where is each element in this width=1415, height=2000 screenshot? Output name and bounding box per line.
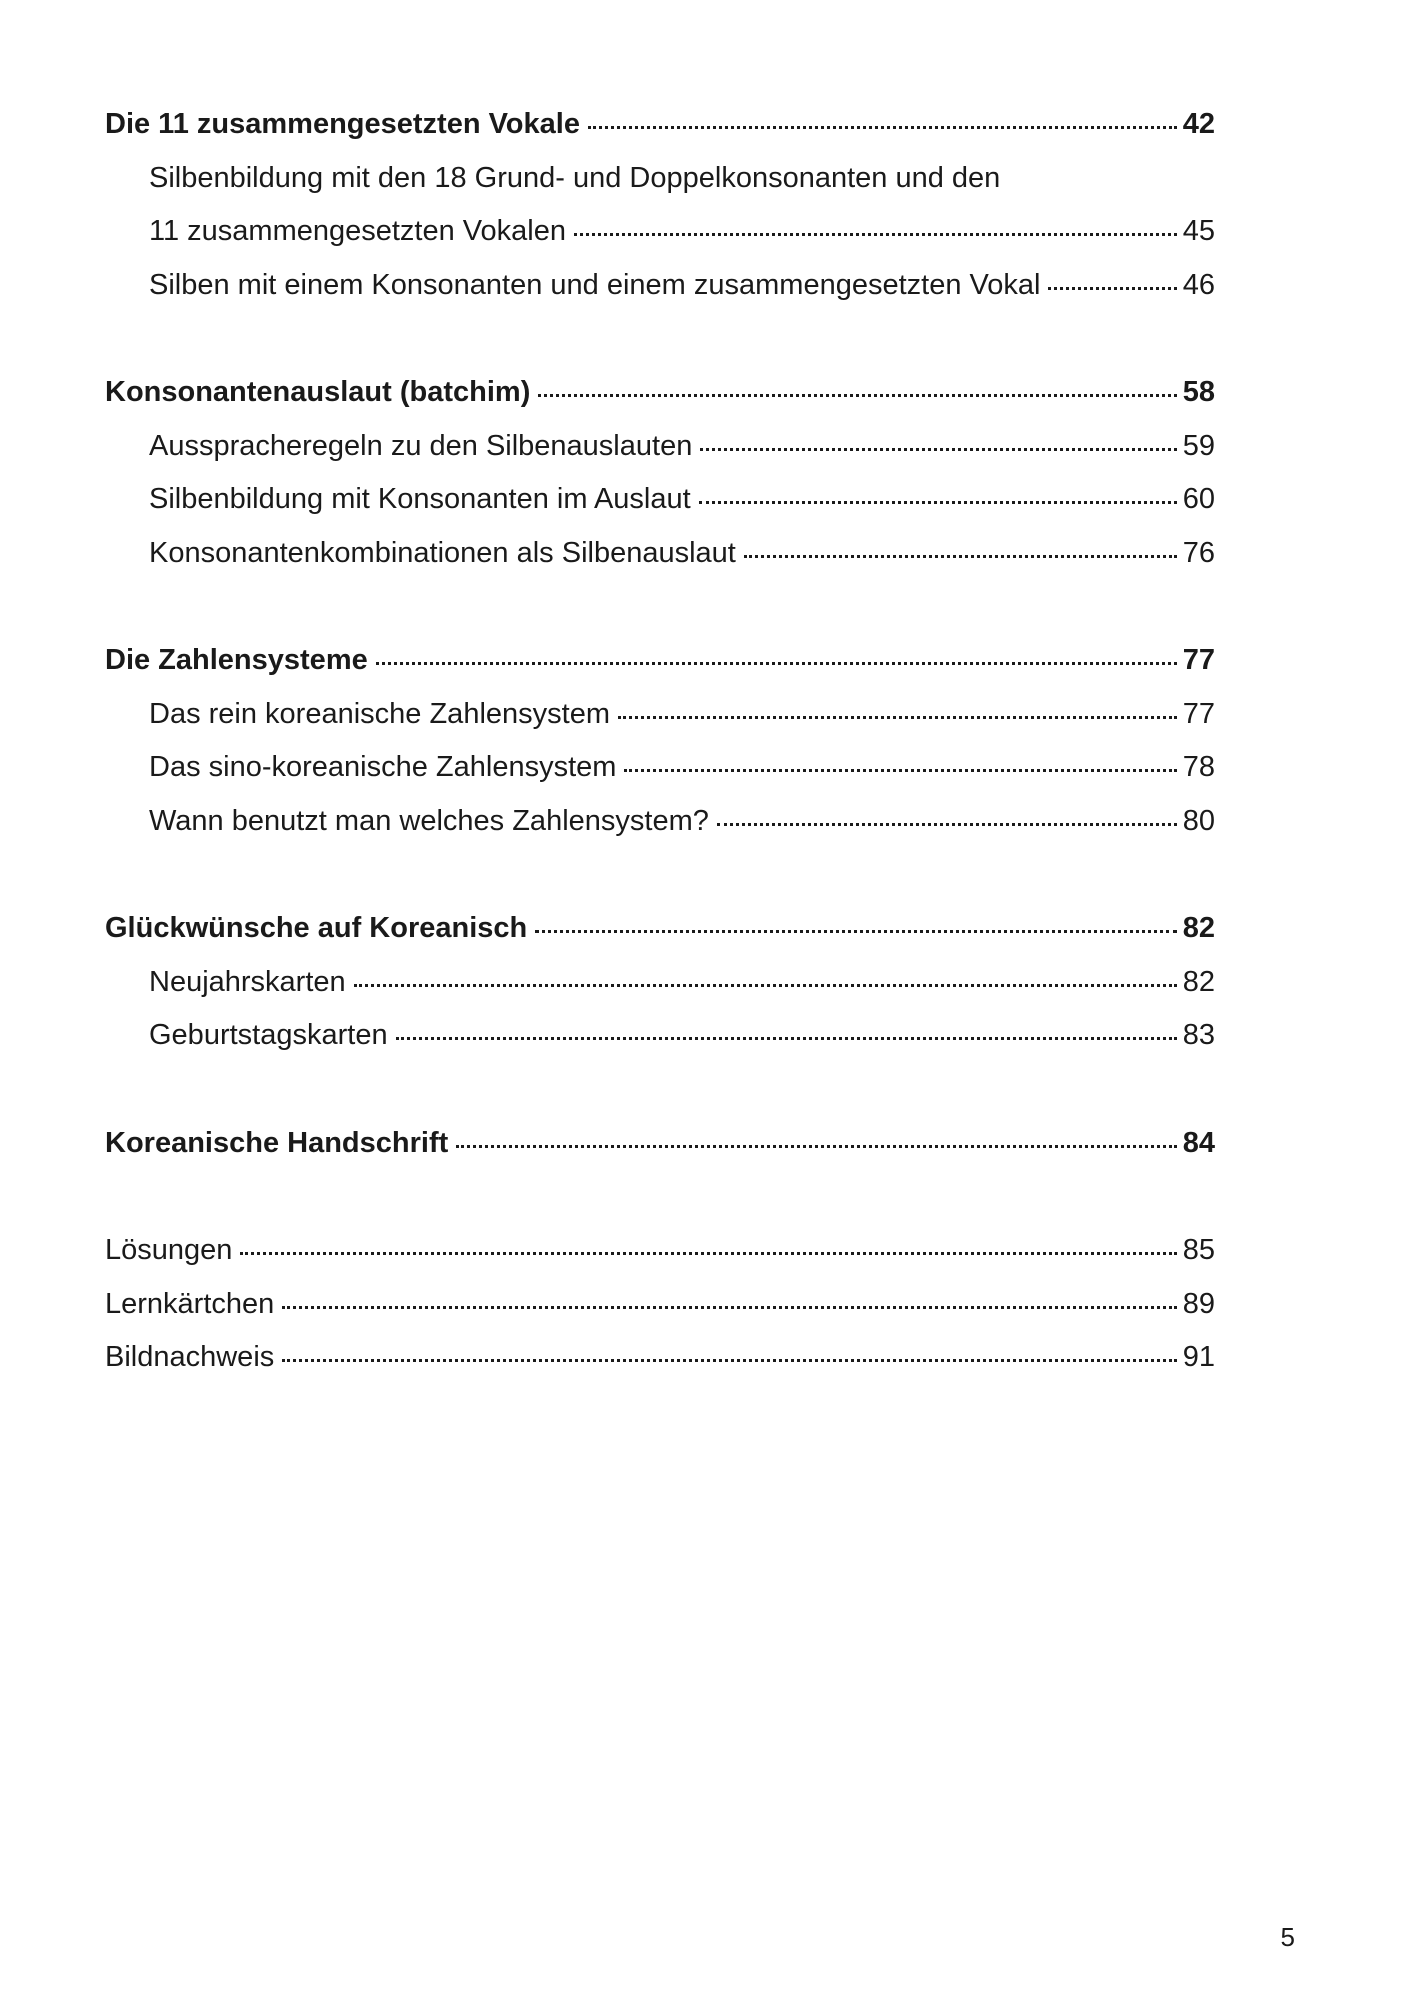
- dot-leader: [744, 555, 1177, 558]
- dot-leader: [240, 1252, 1176, 1255]
- subentry-page: 82: [1182, 965, 1215, 998]
- subentry-page: 78: [1182, 751, 1215, 783]
- toc-subentry[interactable]: [105, 205, 1215, 259]
- toc-subentry[interactable]: [105, 956, 1215, 1010]
- toc-subentry[interactable]: [105, 795, 1215, 849]
- dot-leader: [624, 769, 1176, 772]
- dot-leader: [535, 930, 1177, 933]
- appendix-page: 91: [1182, 1341, 1215, 1373]
- dot-leader: [1048, 287, 1176, 290]
- subentry-title: 11 zusammengesetzten Vokalen: [149, 215, 567, 247]
- toc-appendix: [105, 1224, 1215, 1385]
- dot-leader: [588, 126, 1177, 129]
- subentry-page: 46: [1182, 268, 1215, 301]
- appendix-page: 89: [1182, 1287, 1215, 1320]
- toc-chapter-entry[interactable]: [105, 634, 1215, 688]
- appendix-title: Bildnachweis: [105, 1341, 275, 1373]
- toc-chapter-entry[interactable]: [105, 1117, 1215, 1171]
- toc-appendix-entry[interactable]: [105, 1224, 1215, 1278]
- appendix-title: Lösungen: [105, 1234, 233, 1266]
- toc-chapter-entry[interactable]: [105, 366, 1215, 420]
- subentry-page: 59: [1182, 429, 1215, 462]
- subentry-page: 77: [1182, 697, 1215, 730]
- dot-leader: [618, 716, 1177, 719]
- dot-leader: [354, 984, 1177, 987]
- page-number: 5: [1280, 1922, 1295, 1952]
- subentry-title: Silbenbildung mit Konsonanten im Auslaut: [149, 483, 691, 515]
- dot-leader: [282, 1359, 1176, 1362]
- chapter-title: Die Zahlensysteme: [105, 644, 368, 676]
- toc-chapter-entry[interactable]: [105, 98, 1215, 152]
- subentry-page: 76: [1182, 536, 1215, 569]
- subentry-title: Wann benutzt man welches Zahlensystem?: [149, 804, 709, 837]
- dot-leader: [376, 662, 1177, 665]
- toc-subentry[interactable]: [105, 1009, 1215, 1063]
- chapter-page: 42: [1182, 108, 1215, 140]
- appendix-title: Lernkärtchen: [105, 1287, 275, 1320]
- dot-leader: [699, 501, 1177, 504]
- chapter-title: Konsonantenauslaut (batchim): [105, 376, 531, 408]
- subentry-page: 80: [1182, 804, 1215, 837]
- appendix-page: 85: [1182, 1234, 1215, 1266]
- dot-leader: [700, 448, 1176, 451]
- toc-subentry[interactable]: [105, 741, 1215, 795]
- toc-section: [105, 98, 1215, 312]
- toc-section: [105, 366, 1215, 580]
- subentry-page: 45: [1182, 215, 1215, 247]
- subentry-title: Silben mit einem Konsonanten und einem zusammengesetzten Vokal: [149, 268, 1041, 301]
- subentry-title: Konsonantenkombinationen als Silbenauslaut: [149, 536, 736, 569]
- toc-chapter-entry[interactable]: [105, 902, 1215, 956]
- toc-section: [105, 1117, 1215, 1171]
- subentry-title: Ausspracheregeln zu den Silbenauslauten: [149, 429, 693, 462]
- dot-leader: [717, 823, 1177, 826]
- toc-subentry[interactable]: [105, 527, 1215, 581]
- chapter-page: 58: [1182, 376, 1215, 408]
- subentry-title: Neujahrskarten: [149, 965, 346, 998]
- dot-leader: [456, 1145, 1176, 1148]
- subentry-title: Das sino-koreanische Zahlensystem: [149, 751, 617, 783]
- dot-leader: [574, 233, 1177, 236]
- subentry-page: 83: [1182, 1019, 1215, 1051]
- dot-leader: [282, 1306, 1176, 1309]
- dot-leader: [396, 1037, 1177, 1040]
- toc-subentry[interactable]: [105, 688, 1215, 742]
- chapter-title: Koreanische Handschrift: [105, 1126, 449, 1159]
- toc-subentry[interactable]: [105, 420, 1215, 474]
- toc-subentry[interactable]: [105, 473, 1215, 527]
- subentry-title-line1: Silbenbildung mit den 18 Grund- und Doppelkonsonanten und den: [149, 161, 1001, 194]
- chapter-page: 84: [1182, 1126, 1215, 1159]
- subentry-title: Geburtstagskarten: [149, 1019, 388, 1051]
- subentry-page: 60: [1182, 483, 1215, 515]
- chapter-page: 82: [1182, 912, 1215, 944]
- toc-section: [105, 634, 1215, 848]
- toc-appendix-entry[interactable]: [105, 1331, 1215, 1385]
- dot-leader: [538, 394, 1176, 397]
- toc-subentry-line[interactable]: [105, 152, 1215, 206]
- chapter-page: 77: [1182, 644, 1215, 676]
- chapter-title: Glückwünsche auf Koreanisch: [105, 912, 528, 944]
- table-of-contents: [105, 98, 1215, 1439]
- toc-section: [105, 902, 1215, 1063]
- toc-appendix-entry[interactable]: [105, 1278, 1215, 1332]
- chapter-title: Die 11 zusammengesetzten Vokale: [105, 108, 580, 140]
- subentry-title: Das rein koreanische Zahlensystem: [149, 697, 610, 730]
- toc-subentry[interactable]: [105, 259, 1215, 313]
